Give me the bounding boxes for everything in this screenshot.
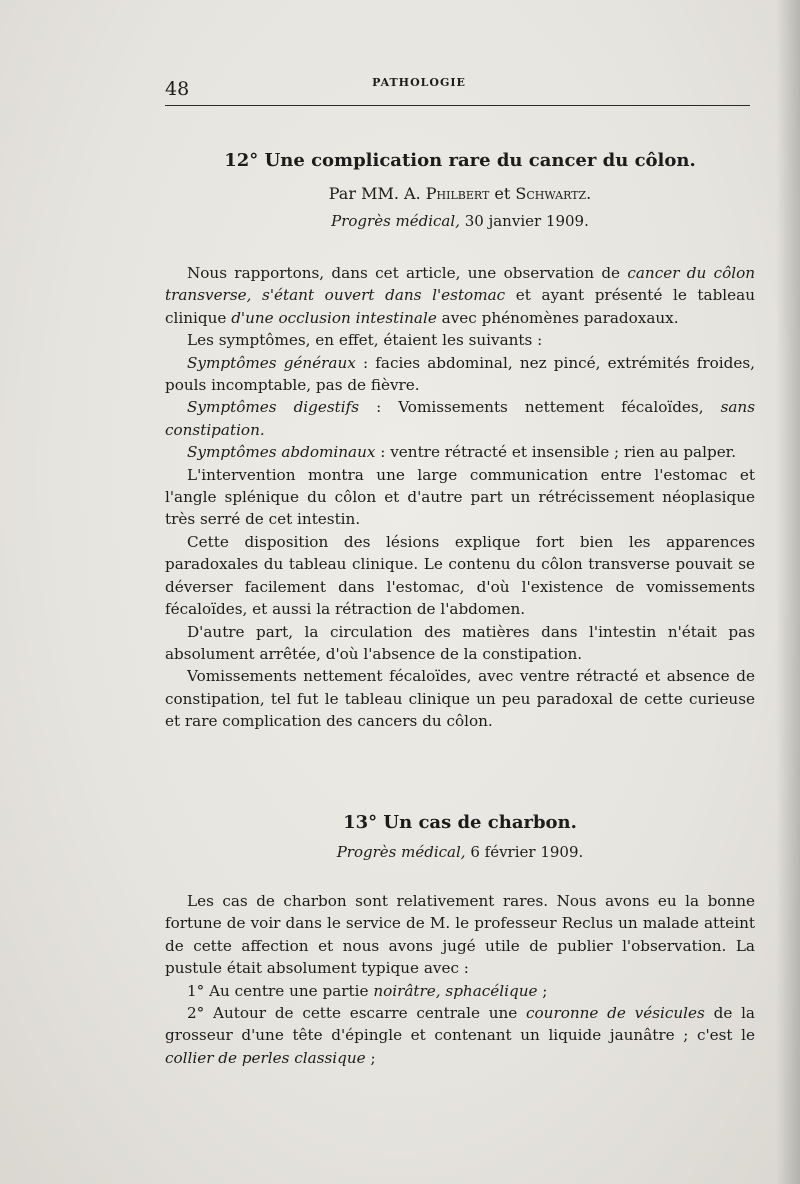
- text-run: D'autre part, la circulation des matières dans l'intestin n'était pas absolument arrêtée, d'où l'absence de la constipation.: [165, 622, 755, 663]
- text-run: Les cas de charbon sont relativement rares. Nous avons eu la bonne fortune de voir dans le service de M. le professeur Reclus un malade atteint de cette affection et nous avons jugé utile de publier l'observation. La pustule était absolument typique avec :: [165, 892, 755, 978]
- paragraph: [165, 262, 755, 329]
- article-12-title: 12° Une complication rare du cancer du côlon.: [224, 150, 696, 171]
- text-run: : ventre rétracté et insensible ; rien au palper.: [375, 443, 737, 462]
- paragraph: [165, 352, 755, 397]
- page-number: 48: [165, 78, 190, 100]
- paragraph: [165, 1002, 755, 1069]
- author-schwartz: Schwartz.: [515, 184, 592, 203]
- text-run: 1° Au centre une partie: [187, 981, 374, 1000]
- source-date: 6 février 1909.: [470, 843, 584, 861]
- paragraph: [165, 621, 755, 666]
- italic-text: cancer du côlon transverse, s'étant ouvert dans l'estomac: [165, 264, 755, 305]
- italic-text: Symptômes digestifs: [187, 398, 360, 417]
- paragraph: [165, 329, 755, 351]
- byline-and: et: [494, 184, 511, 203]
- page-edge-shadow: [776, 0, 800, 1184]
- source-journal: Progrès médical,: [336, 843, 466, 861]
- article-13-source: [165, 843, 755, 861]
- paragraph: [165, 980, 755, 1002]
- text-run: L'intervention montra une large communication entre l'estomac et l'angle splénique du côlon et d'autre part un rétrécissement néoplasique très serré de cet intestin.: [165, 465, 755, 529]
- paragraph: [165, 890, 755, 980]
- text-run: Les symptômes, en effet, étaient les suivants :: [187, 331, 543, 350]
- source-date: 30 janvier 1909.: [464, 212, 589, 230]
- text-run: avec phénomènes paradoxaux.: [436, 308, 679, 327]
- author-philbert: Philbert: [425, 184, 490, 203]
- text-run: : facies abdominal, nez pincé, extrémités froides, pouls incomptable, pas de fièvre.: [165, 353, 755, 395]
- paragraph: [165, 396, 755, 441]
- text-run: de la grosseur d'une tête d'épingle et contenant un liquide jaunâtre ; c'est le: [165, 1004, 755, 1045]
- text-run: Vomissements nettement fécaloïdes, avec ventre rétracté et absence de constipation, tel fut le tableau clinique un peu paradoxal de cette curieuse et rare complication des cancers du côlon.: [165, 667, 755, 731]
- italic-text: Symptômes généraux: [187, 353, 356, 372]
- italic-text: noirâtre, sphacélique: [373, 981, 538, 1000]
- italic-text: couronne de vésicules: [526, 1004, 705, 1023]
- article-13-body: [165, 890, 755, 1069]
- article-12-body: [165, 262, 755, 733]
- text-run: : Vomissements nettement fécaloïdes,: [359, 398, 721, 417]
- paragraph: [165, 441, 755, 463]
- header-rule: [165, 105, 750, 106]
- text-run: ;: [365, 1048, 376, 1067]
- text-run: Cette disposition des lésions explique fort bien les apparences paradoxales du tableau clinique. Le contenu du côlon transverse pouvait se déverser facilement dans l'estomac, d'où l'existence de vomissements fécaloïdes, et aussi la rétraction de l'abdomen.: [165, 532, 755, 619]
- running-title: PATHOLOGIE: [372, 76, 466, 89]
- italic-text: collier de perles classique: [165, 1048, 366, 1067]
- paragraph: [165, 464, 755, 531]
- paragraph: [165, 665, 755, 732]
- byline-prefix: Par MM. A.: [328, 184, 421, 203]
- text-run: Nous rapportons, dans cet article, une observation de: [187, 264, 628, 282]
- source-journal: Progrès médical,: [331, 212, 460, 230]
- paragraph: [165, 531, 755, 621]
- text-run: 2° Autour de cette escarre centrale une: [187, 1004, 527, 1023]
- italic-text: sans constipation.: [165, 398, 755, 439]
- italic-text: d'une occlusion intestinale: [231, 308, 437, 327]
- text-run: et ayant présenté le tableau clinique: [165, 286, 755, 327]
- text-run: ;: [537, 981, 548, 1000]
- article-13-title: 13° Un cas de charbon.: [343, 812, 577, 833]
- italic-text: Symptômes abdominaux: [187, 443, 376, 462]
- article-12-source: [165, 212, 755, 230]
- article-12-byline: [165, 184, 755, 203]
